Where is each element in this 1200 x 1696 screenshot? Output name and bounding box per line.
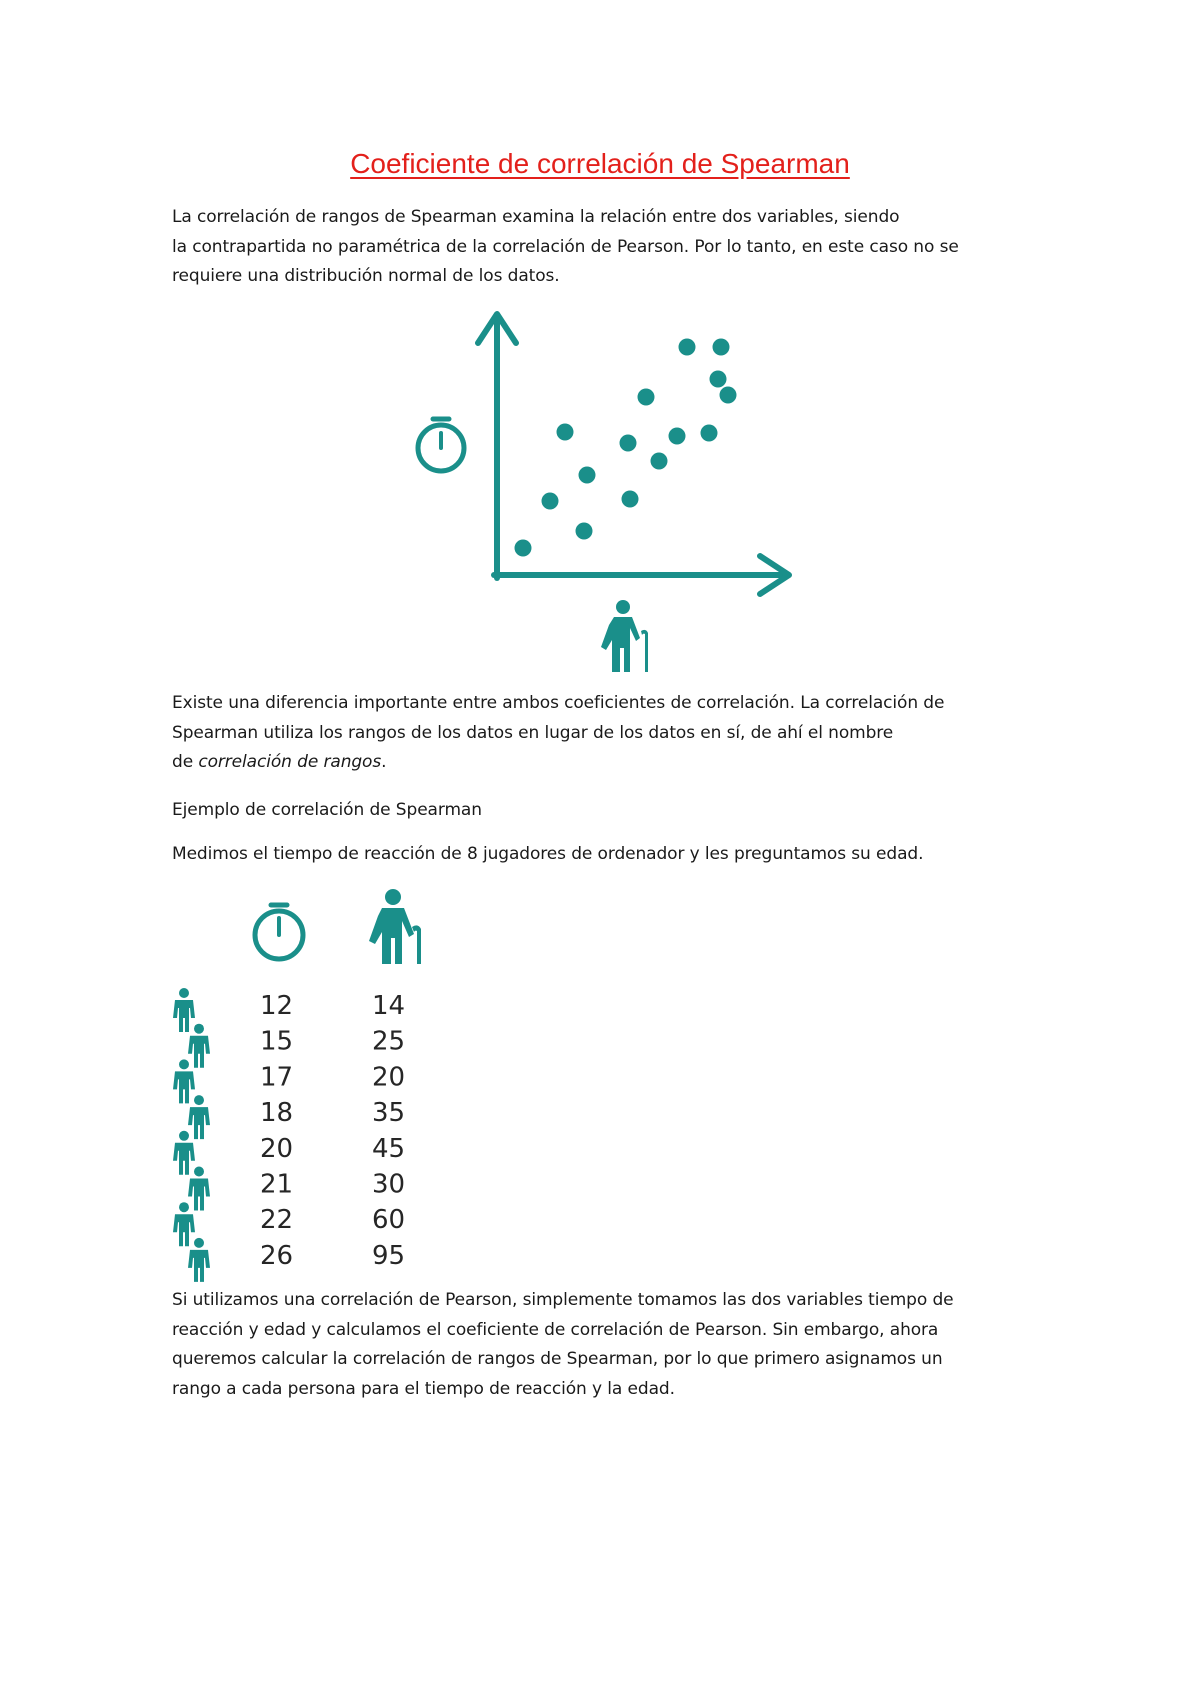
pearson-line: reacción y edad y calculamos el coeficiente de correlación de Pearson. Sin embargo, ahora [172, 1319, 939, 1340]
scatter-point [542, 493, 559, 510]
scatter-point [669, 428, 686, 445]
age-cell: 60 [372, 1205, 406, 1236]
age-cell: 45 [372, 1133, 406, 1164]
difference-line: Spearman utiliza los rangos de los datos en lugar de los datos en sí, de ahí el nombre [172, 722, 894, 743]
page-title: Coeficiente de correlación de Spearman [350, 148, 850, 179]
person-icon [173, 1131, 195, 1175]
person-icon [173, 988, 195, 1032]
reaction-time-cell: 12 [260, 991, 294, 1021]
pearson-line: queremos calcular la correlación de rangos de Spearman, por lo que primero asignamos un [172, 1349, 943, 1369]
scatter-point [576, 523, 593, 540]
stopwatch-icon [255, 905, 303, 959]
reaction-time-cell: 15 [260, 1026, 294, 1057]
person-icon [188, 1024, 210, 1068]
scatter-point [557, 424, 574, 441]
person-icon [188, 1167, 210, 1211]
intro-paragraph [172, 203, 1052, 292]
difference-paragraph [172, 689, 1052, 778]
table-row [188, 1167, 405, 1211]
age-cell: 14 [372, 991, 406, 1021]
table-row [173, 1131, 405, 1175]
scatter-point [720, 387, 737, 404]
y-axis-arrowhead [478, 314, 516, 343]
pearson-paragraph [172, 1286, 1052, 1404]
intro-line: la contrapartida no paramétrica de la correlación de Pearson. Por lo tanto, en este caso no se [172, 236, 959, 257]
intro-line: requiere una distribución normal de los datos. [172, 266, 560, 286]
scatter-point [638, 389, 655, 406]
difference-line: Existe una diferencia importante entre ambos coeficientes de correlación. La correlación de [172, 693, 945, 713]
age-cell: 35 [372, 1098, 406, 1129]
scatter-point [620, 435, 637, 452]
scatter-illustration [0, 0, 1200, 700]
reaction-time-cell: 20 [260, 1133, 294, 1164]
reaction-time-cell: 17 [260, 1062, 294, 1093]
reaction-time-cell: 22 [260, 1205, 294, 1236]
reaction-time-cell: 21 [260, 1169, 294, 1200]
table-row [173, 1059, 405, 1103]
scatter-point [679, 339, 696, 356]
x-axis-arrowhead [760, 556, 789, 594]
table-row [188, 1024, 405, 1068]
difference-prefix: de [172, 752, 199, 772]
scatter-points [515, 339, 737, 557]
table-row [188, 1238, 405, 1282]
person-icon [188, 1095, 210, 1139]
example-heading: Ejemplo de correlación de Spearman [172, 800, 482, 820]
table-row [173, 988, 405, 1032]
person-icon [173, 1202, 195, 1246]
age-cell: 30 [372, 1169, 406, 1200]
age-cell: 25 [372, 1026, 406, 1057]
age-cell: 95 [372, 1240, 406, 1271]
elderly-person-with-cane-icon [369, 889, 421, 964]
scatter-point [713, 339, 730, 356]
difference-suffix: . [381, 752, 387, 772]
table-row [173, 1202, 405, 1246]
measure-paragraph: Medimos el tiempo de reacción de 8 jugadores de ordenador y les preguntamos su edad. [172, 844, 924, 864]
pearson-line: rango a cada persona para el tiempo de reacción y la edad. [172, 1378, 675, 1399]
reaction-time-cell: 18 [260, 1098, 294, 1129]
scatter-point [515, 540, 532, 557]
scatter-point [710, 371, 727, 388]
table-row [188, 1095, 405, 1139]
scatter-point [651, 453, 668, 470]
scatter-point [701, 425, 718, 442]
pearson-line: Si utilizamos una correlación de Pearson, simplemente tomamos las dos variables tiempo de [172, 1290, 954, 1310]
reaction-time-cell: 26 [260, 1240, 294, 1271]
person-icon [188, 1238, 210, 1282]
person-icon [173, 1059, 195, 1103]
italic-term: correlación de rangos [198, 752, 382, 772]
intro-line: La correlación de rangos de Spearman examina la relación entre dos variables, siendo [172, 207, 900, 227]
stopwatch-icon [418, 419, 464, 471]
scatter-point [622, 491, 639, 508]
elderly-person-with-cane-icon [601, 600, 648, 672]
difference-line [172, 748, 1052, 778]
scatter-point [579, 467, 596, 484]
age-cell: 20 [372, 1062, 406, 1093]
